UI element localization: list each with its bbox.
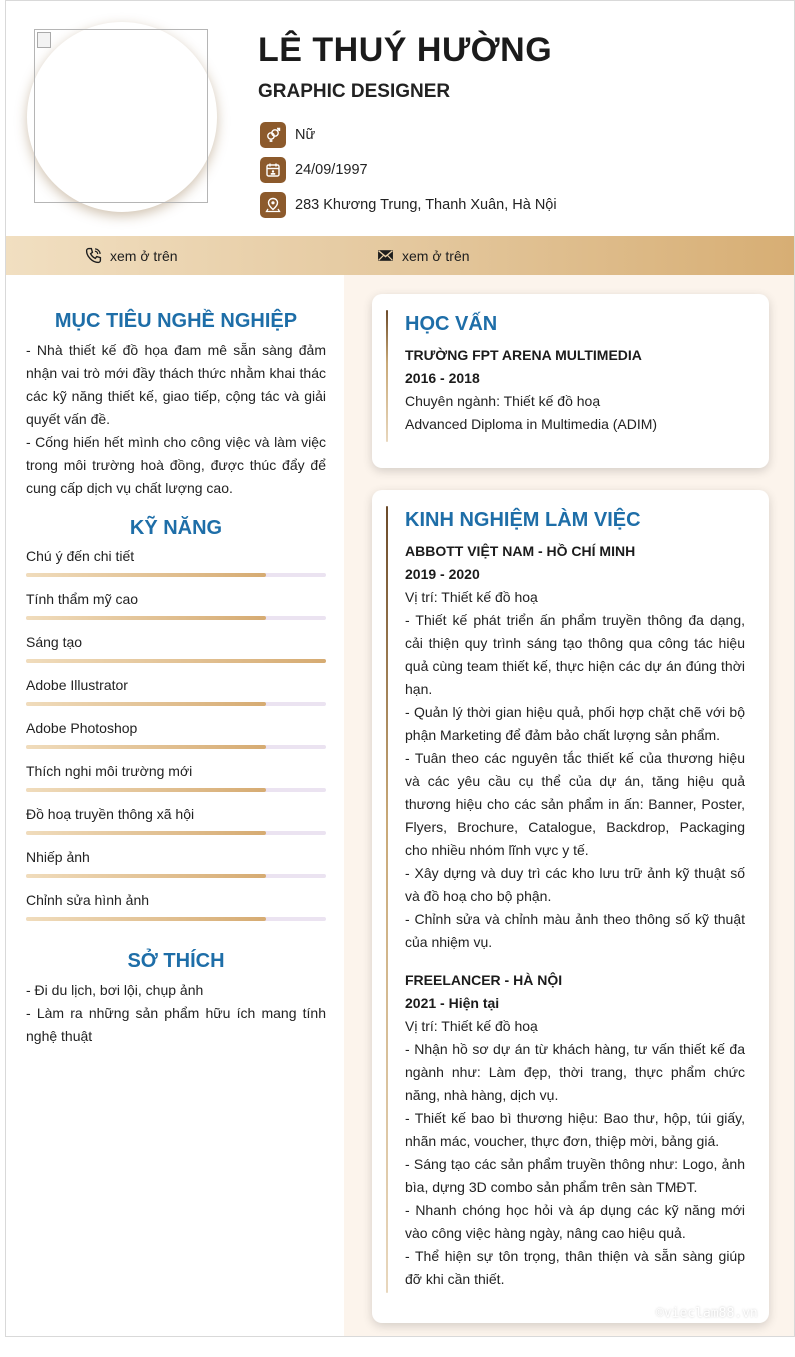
hobbies-title: SỞ THÍCH — [127, 950, 225, 972]
skill-bar-fill — [26, 659, 326, 663]
email-icon — [377, 247, 394, 264]
job-period: 2021 - Hiện tại — [405, 995, 500, 1011]
contact-phone — [85, 236, 178, 275]
job-duty: - Thiết kế phát triển ấn phẩm truyền thông đa dạng, cải thiện quy trình sáng tạo thông qua công tác hiệu quả cùng team thiết kế, thực hiện các dự án đúng thời hạn. — [405, 612, 745, 697]
cv-page — [5, 0, 795, 1337]
info-address — [260, 192, 557, 218]
job-title: GRAPHIC DESIGNER — [258, 81, 451, 102]
skill-bar-track — [26, 917, 326, 921]
skill-bar-fill — [26, 831, 266, 835]
skill-bar-fill — [26, 616, 266, 620]
skill-bar-fill — [26, 702, 266, 706]
job-duty: - Quản lý thời gian hiệu quả, phối hợp chặt chẽ với bộ phận Marketing để đảm bảo chất lượng sản phẩm. — [405, 704, 745, 743]
skill-bar-track — [26, 874, 326, 878]
skill-item — [26, 848, 326, 891]
job-duty: - Sáng tạo các sản phẩm truyền thông như: Logo, ảnh bìa, dựng 3D combo sản phẩm trên sàn TMĐT. — [405, 1156, 745, 1195]
skill-item — [26, 590, 326, 633]
contact-email-text: xem ở trên — [402, 247, 470, 264]
skill-bar-fill — [26, 573, 266, 577]
skill-item — [26, 547, 326, 590]
experience-body — [405, 540, 745, 1291]
job-duty: - Nhanh chóng học hỏi và áp dụng các kỹ năng mới vào công việc hàng ngày, nâng cao hiệu quả. — [405, 1202, 745, 1241]
gender-icon — [260, 122, 286, 148]
left-column — [6, 275, 344, 1337]
job-duty: - Thể hiện sự tôn trọng, thân thiện và sẵn sàng giúp đỡ khi cần thiết. — [405, 1248, 745, 1287]
info-birthday — [260, 157, 368, 183]
education-line: Advanced Diploma in Multimedia (ADIM) — [405, 416, 658, 432]
spacer — [405, 954, 745, 969]
skill-bar-track — [26, 702, 326, 706]
skill-bar-fill — [26, 745, 266, 749]
skill-item — [26, 891, 326, 934]
card-divider — [386, 310, 388, 442]
job-position: Vị trí: Thiết kế đồ hoạ — [405, 589, 538, 605]
skill-bar-track — [26, 745, 326, 749]
job-company: ABBOTT VIỆT NAM - HỒ CHÍ MINH — [405, 543, 636, 559]
hobby-line: - Đi du lịch, bơi lội, chụp ảnh — [26, 982, 204, 998]
skill-bar-track — [26, 831, 326, 835]
job-duty: - Xây dựng và duy trì các kho lưu trữ ảnh kỹ thuật số và đồ hoạ cho bộ phận. — [405, 865, 745, 904]
gender-text: Nữ — [295, 127, 316, 143]
location-icon — [260, 192, 286, 218]
broken-image-icon — [37, 32, 51, 48]
info-gender — [260, 122, 315, 148]
person-name: LÊ THUÝ HƯỜNG — [258, 31, 553, 69]
skill-bar-track — [26, 659, 326, 663]
job-period: 2019 - 2020 — [405, 566, 480, 582]
skill-item — [26, 805, 326, 848]
objective-title: MỤC TIÊU NGHỀ NGHIỆP — [54, 310, 298, 332]
skill-name: Adobe Illustrator — [26, 677, 128, 693]
objective-line: - Nhà thiết kế đồ họa đam mê sẵn sàng đảm nhận vai trò mới đầy thách thức nhằm khai thác các kỹ năng thiết kế, giao tiếp, cộng tác và giải quyết vấn đề. — [26, 342, 326, 427]
avatar — [34, 29, 208, 203]
birthday-text: 24/09/1997 — [295, 162, 368, 178]
education-card — [372, 294, 769, 468]
education-period: 2016 - 2018 — [405, 370, 480, 386]
address-text: 283 Khương Trung, Thanh Xuân, Hà Nội — [295, 197, 557, 213]
education-line: Chuyên ngành: Thiết kế đồ hoạ — [405, 393, 601, 409]
skill-name: Nhiếp ảnh — [26, 849, 90, 865]
objective-text — [26, 339, 326, 500]
hobby-line: - Làm ra những sản phẩm hữu ích mang tính nghệ thuật — [26, 1005, 326, 1044]
phone-icon — [85, 247, 102, 264]
contact-email — [377, 236, 470, 275]
contact-phone-text: xem ở trên — [110, 247, 178, 264]
skill-item — [26, 762, 326, 805]
job-duty: - Chỉnh sửa và chỉnh màu ảnh theo thông số kỹ thuật của nhiệm vụ. — [405, 911, 745, 950]
skill-item — [26, 676, 326, 719]
job-duty: - Thiết kế bao bì thương hiệu: Bao thư, hộp, túi giấy, nhãn mác, voucher, thực đơn, thiệp mời, bảng giá. — [405, 1110, 745, 1149]
card-divider — [386, 506, 388, 1293]
watermark: ©vieclam88.vn — [656, 1306, 758, 1321]
job-company: FREELANCER - HÀ NỘI — [405, 972, 563, 988]
skill-name: Thích nghi môi trường mới — [26, 763, 193, 779]
job-duty: - Tuân theo các nguyên tắc thiết kế của thương hiệu và các yêu cầu cụ thể của dự án, tăng hiệu quả thương hiệu cho các sản phẩm in ấn: Banner, Poster, Flyers, Brochure, Catalogue, Backdrop, Packaging cho nhiều nhóm lĩnh vực y tế. — [405, 750, 745, 858]
hobbies-text — [26, 979, 326, 1048]
skill-bar-track — [26, 616, 326, 620]
skill-name: Chú ý đến chi tiết — [26, 548, 135, 564]
skill-bar-track — [26, 788, 326, 792]
job-position: Vị trí: Thiết kế đồ hoạ — [405, 1018, 538, 1034]
skill-item — [26, 633, 326, 676]
skill-name: Chỉnh sửa hình ảnh — [26, 892, 150, 908]
job-duty: - Nhận hồ sơ dự án từ khách hàng, tư vấn thiết kế đa ngành như: Làm đẹp, thời trang, thực phẩm chức năng, nhà hàng, dịch vụ. — [405, 1041, 745, 1103]
contact-bar — [6, 236, 794, 275]
skill-name: Sáng tạo — [26, 634, 83, 650]
experience-card — [372, 490, 769, 1323]
skill-bar-fill — [26, 917, 266, 921]
skill-name: Tính thẩm mỹ cao — [26, 591, 139, 607]
skill-bar-track — [26, 573, 326, 577]
skill-item — [26, 719, 326, 762]
education-title: HỌC VẤN — [405, 313, 498, 335]
education-body — [405, 344, 745, 436]
skill-bar-fill — [26, 874, 266, 878]
calendar-icon — [260, 157, 286, 183]
skill-name: Đồ hoạ truyền thông xã hội — [26, 806, 195, 822]
skill-bar-fill — [26, 788, 266, 792]
skills-title: KỸ NĂNG — [129, 517, 223, 539]
experience-title: KINH NGHIỆM LÀM VIỆC — [405, 509, 641, 531]
school-name: TRƯỜNG FPT ARENA MULTIMEDIA — [405, 347, 642, 363]
skill-name: Adobe Photoshop — [26, 720, 138, 736]
objective-line: - Cống hiến hết mình cho công việc và làm việc trong môi trường hoà đồng, được thúc đẩy để cung cấp dịch vụ chất lượng cao. — [26, 434, 326, 496]
